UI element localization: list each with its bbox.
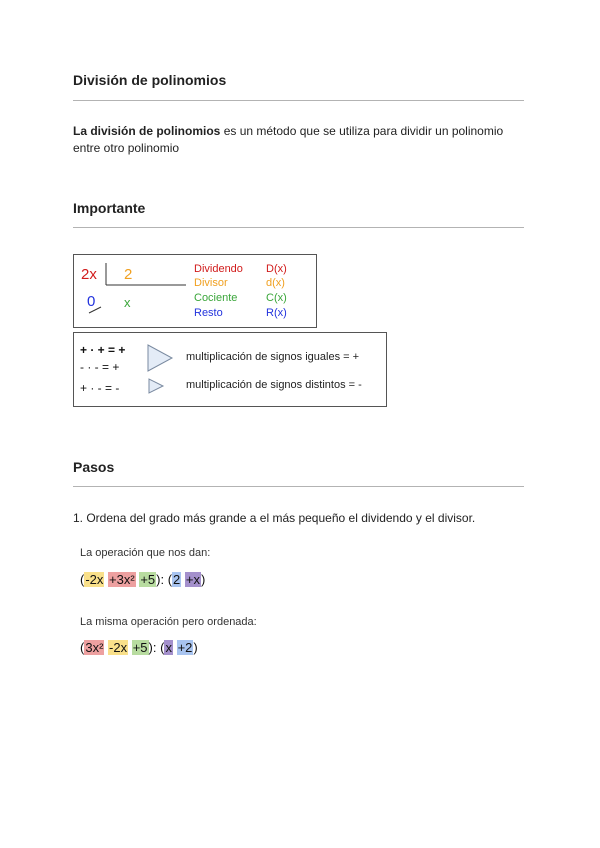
term: +3x² — [109, 572, 135, 587]
quotient-symbol: x — [124, 295, 131, 310]
legend-divisor-label: Divisor — [194, 277, 228, 289]
legend-dividend-symbol: D(x) — [266, 263, 287, 275]
legend-remainder-label: Resto — [194, 307, 223, 319]
label-equal-signs: multiplicación de signos iguales = + — [186, 351, 360, 363]
legend-quotient-label: Cociente — [194, 292, 238, 304]
remainder-symbol: 0 — [87, 293, 96, 310]
term: x — [165, 640, 172, 655]
intro-bold: La división de polinomios — [73, 124, 221, 138]
term: +5 — [132, 640, 148, 655]
term: +2 — [177, 640, 193, 655]
legend-divisor-symbol: d(x) — [266, 277, 285, 289]
ordered-expression: (3x² -2x +5): (x +2) — [80, 640, 198, 655]
divider — [73, 227, 524, 228]
divider — [73, 100, 524, 101]
legend-dividend-label: Dividendo — [194, 263, 243, 275]
label-different-signs: multiplicación de signos distintos = - — [186, 379, 362, 391]
term: 2 — [173, 572, 181, 587]
section-title-division: División de polinomios — [73, 72, 227, 88]
ordered-label: La misma operación pero ordenada: — [80, 616, 257, 628]
operation-expression: (-2x +3x² +5): (2 +x) — [80, 572, 206, 587]
arrow-right-icon — [74, 333, 386, 406]
divider — [73, 486, 524, 487]
intro-paragraph — [73, 123, 533, 157]
term: -2x — [85, 572, 104, 587]
intro-line2: entre otro polinomio — [73, 141, 180, 155]
term: +5 — [140, 572, 156, 587]
division-diagram — [73, 254, 317, 328]
rule-minus-minus: - · - = + — [80, 360, 120, 374]
section-title-pasos: Pasos — [73, 459, 115, 475]
term: -2x — [109, 640, 128, 655]
rule-plus-plus: + · + = + — [80, 343, 126, 357]
divisor-symbol: 2 — [124, 266, 133, 283]
legend-remainder-symbol: R(x) — [266, 307, 287, 319]
intro-rest: es un método que se utiliza para dividir un polinomio — [220, 124, 504, 138]
rule-plus-minus: + · - = - — [80, 381, 120, 395]
step-1: 1. Ordena del grado más grande a el más pequeño el dividendo y el divisor. — [73, 511, 476, 525]
section-title-importante: Importante — [73, 200, 146, 216]
dividend-symbol: 2x — [81, 266, 97, 283]
operation-label: La operación que nos dan: — [80, 547, 211, 559]
term: 3x² — [85, 640, 104, 655]
legend-quotient-symbol: C(x) — [266, 292, 287, 304]
sign-rules-box — [73, 332, 387, 407]
term: +x — [185, 572, 200, 587]
